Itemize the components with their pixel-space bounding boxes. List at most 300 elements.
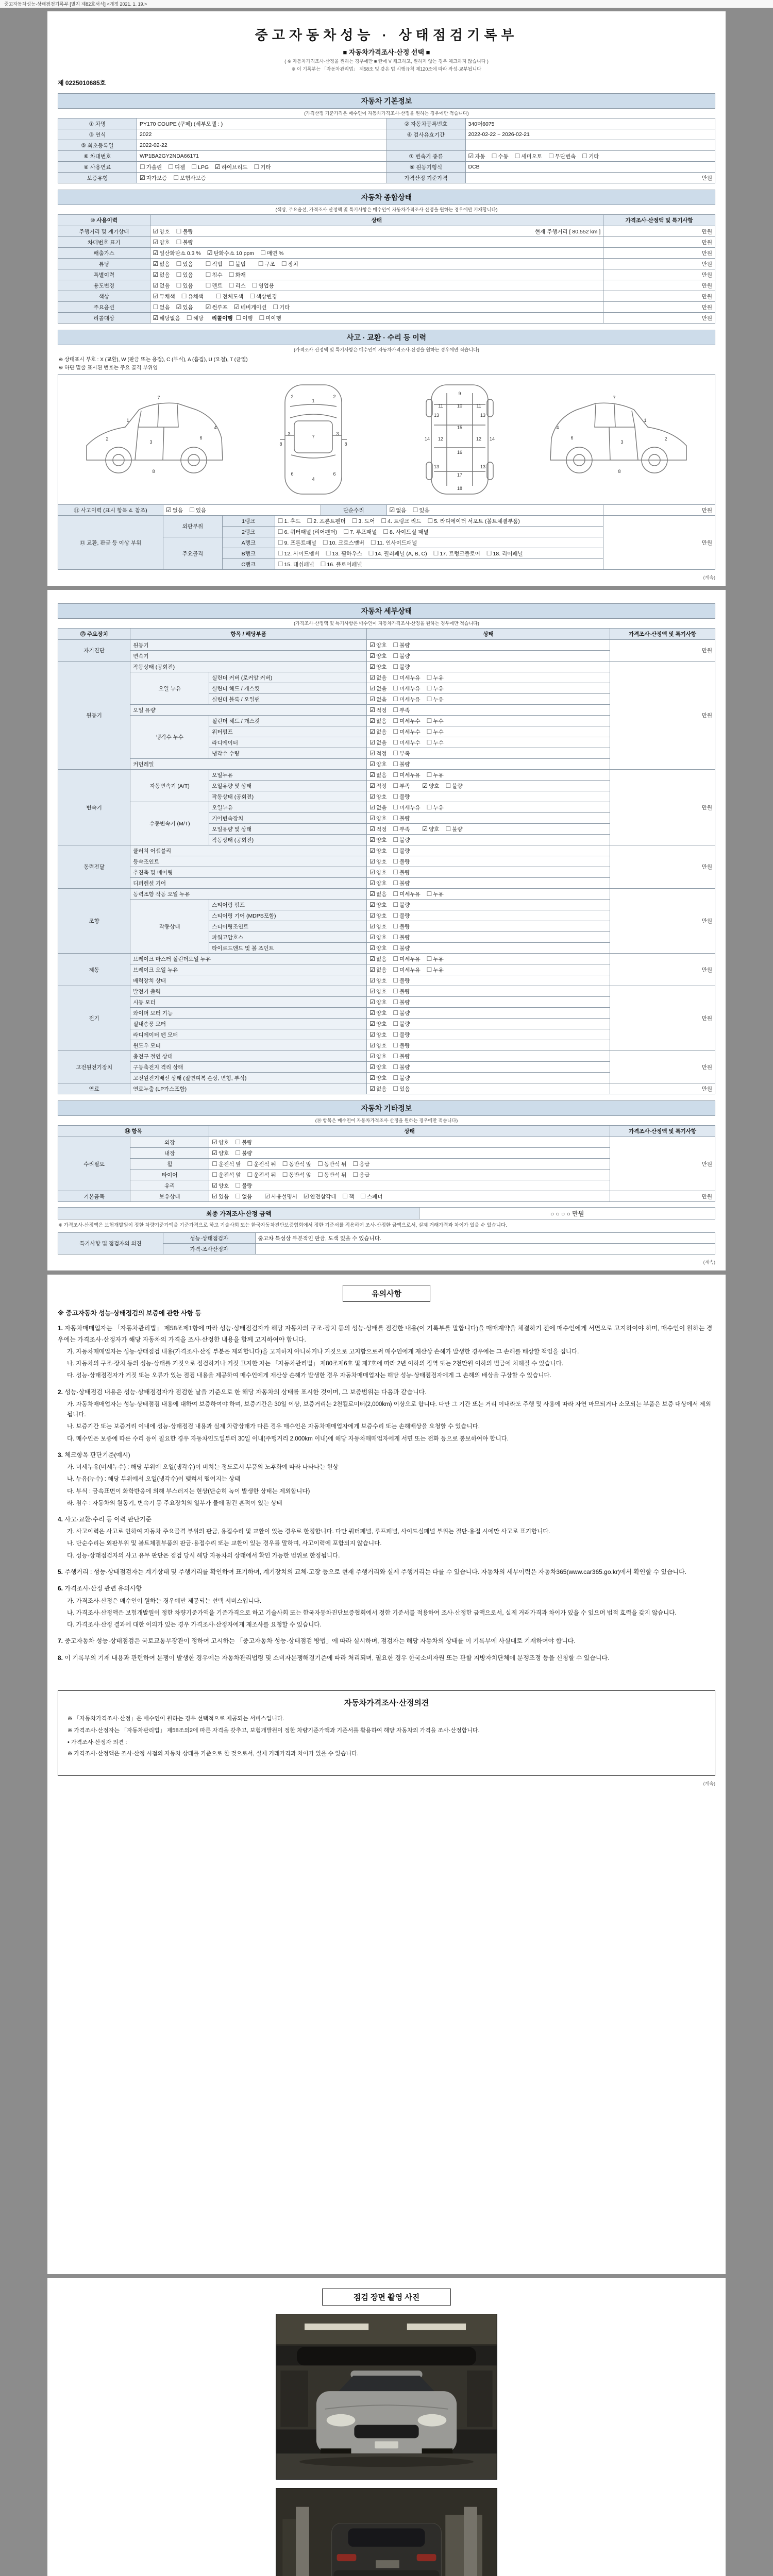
checked-box-icon: ☑ [369,998,376,1006]
empty-box-icon: ☐ [393,673,399,681]
table-row [58,770,715,781]
empty-box-icon: ☐ [168,163,174,171]
checkbox-label: 없음 [376,685,387,692]
checkbox-label: 불량 [399,1064,410,1071]
checkbox-label: 불량 [399,945,410,952]
price-opinion-title: 자동차가격조사·산정의견 [344,1699,429,1708]
notice-item: 8. 이 기록부의 기재 내용과 관련하여 분쟁이 발생한 경우에는 자동차관리법령 및 소비자분쟁해결기준에 따라 처리되며, 필요한 경우 한국소비자원 또는 관할 지방자치단체에 분쟁조정 등을 신청할 수 있습니다. [58,1654,610,1662]
empty-box-icon: ☐ [393,684,399,692]
car-side-right-diagram [542,378,697,501]
checkbox-label: 없음 [376,956,387,962]
notice-sub-item: 다. 매수인은 보증에 따른 수리 등이 필요한 경우 자동차인도일부터 30일 이내(주행거리 2,000km 이내)에 해당 자동차매매업자에게 서면 또는 전화 등으로 통보하여야 합니다. [67,1435,509,1442]
field-label: ⑥ 차대번호 [58,151,137,162]
checked-box-icon: ☑ [369,1084,376,1092]
checked-box-icon: ☑ [176,303,182,311]
empty-box-icon: ☐ [277,538,283,546]
checkbox-label: 불량 [399,642,410,649]
checked-box-icon: ☑ [153,314,159,321]
empty-box-icon: ☐ [277,528,283,535]
damage-code-legend [59,356,714,372]
checkbox-label: 누유 [433,685,444,692]
checkbox-label: 양호 [376,1075,387,1081]
checkbox-option [212,1139,229,1146]
item-label: 배출가스 [58,248,150,259]
checkbox-label: 없음 [376,718,387,724]
etc-info-table [58,1125,715,1202]
checkbox-label: 기타 [260,164,271,171]
checked-box-icon: ☑ [369,684,376,692]
checkbox-label: 양호 [376,837,387,843]
checkbox-option [369,998,386,1006]
empty-box-icon: ☐ [393,663,399,670]
checkbox-label: 스패너 [367,1193,383,1200]
special-notes-label: 특기사항 및 점검자의 의견 [58,1233,163,1255]
checkbox-label: 불량 [399,977,410,984]
checkbox-option [445,825,462,833]
final-price-table [58,1207,715,1219]
sub-group-label: 작동상태 [130,900,209,954]
empty-box-icon: ☐ [320,560,326,568]
checkbox-option [166,506,183,514]
part-label: 디퍼렌셜 기어 [130,878,367,889]
checkbox-label: 있음 [195,507,207,514]
empty-box-icon: ☐ [393,922,399,930]
checkbox-option [393,955,420,963]
checkbox-option [393,966,420,974]
table-row [58,118,715,129]
empty-box-icon: ☐ [342,1192,348,1200]
part-label: 연료누출 (LP가스포함) [130,1083,367,1094]
price-cell: 만원 [610,1051,715,1083]
checked-box-icon: ☑ [369,760,376,768]
checkbox-label: 12. 사이드멤버 [284,550,320,557]
empty-box-icon: ☐ [205,281,211,289]
state-cell [367,662,610,672]
empty-box-icon: ☐ [235,1192,241,1200]
checkbox-label: 누수 [433,728,444,735]
checkbox-option [254,163,271,171]
empty-box-icon: ☐ [582,152,588,160]
checkbox-option [235,1149,252,1157]
checkbox-option [393,923,410,930]
empty-box-icon: ☐ [393,846,399,854]
empty-box-icon: ☐ [393,717,399,724]
checkbox-label: 미세누유 [399,804,421,811]
inspection-photos [58,2314,715,2576]
part-label: 냉각수 수량 [209,748,367,759]
section-basic-title: 자동차 기본정보 [58,93,715,109]
part-label: 타이어 [130,1170,209,1180]
state-cell [275,516,603,527]
checkbox-option [369,652,386,660]
checkbox-option [229,271,246,279]
part-label: 배력장치 상태 [130,975,367,986]
empty-box-icon: ☐ [393,998,399,1006]
checkbox-label: 침수 [212,272,223,278]
checkbox-label: 없음 [396,507,407,514]
checkbox-option [235,1193,252,1200]
checkbox-option [369,641,386,649]
item-label: 차대번호 표기 [58,237,150,248]
part-label: 작동상태 (공회전) [130,662,367,672]
checkbox-option [427,685,444,692]
empty-box-icon: ☐ [176,238,182,246]
item-label: 리콜대상 [58,313,150,324]
panel-number: 6 [570,435,574,440]
checked-box-icon: ☑ [153,227,159,235]
panel-number: 15 [457,425,463,430]
checked-box-icon: ☑ [369,738,376,746]
checkbox-label: 동반석 뒤 [324,1161,347,1167]
part-label: 시동 모터 [130,997,367,1008]
checkbox-option [393,750,410,757]
checked-box-icon: ☑ [369,987,376,995]
final-price-label: 최종 가격조사·산정 금액 [58,1208,419,1219]
checkbox-option [427,955,444,963]
checkbox-label: 있음 [182,304,193,311]
panel-number: 11 [438,403,444,409]
state-cell [367,802,610,813]
checkbox-label: 불량 [399,999,410,1006]
simple-repair-label: 단순수리 [321,505,387,516]
special-notes-table [58,1232,715,1255]
checkbox-label: 없음 [242,1193,253,1200]
panel-category-label: 외판부위 [163,516,223,537]
checkbox-label: 있음 [399,1086,410,1092]
notice-item-number: 4. [58,1515,63,1523]
checkbox-option [369,1020,386,1028]
checkbox-label: 동반석 뒤 [324,1172,347,1178]
part-label: 원동기 [130,640,367,651]
checkbox-label: 불량 [399,793,410,800]
checkbox-label: 양호 [219,1150,229,1157]
rank-label: A랭크 [222,537,275,548]
notice-sub-item: 다. 성능·상태점검자가 거짓 또는 오류가 있는 점검 내용을 제공하여 매수인에게 재산상 손해가 발생한 경우 자동차매매업자는 해당 성능·상태점검자에게 그 손해의 배상을 구상할 수 있습니다. [67,1372,551,1379]
part-label: 발전기 출력 [130,986,367,997]
car-top-diagram [249,378,378,501]
checkbox-label: 불량 [399,880,410,887]
checkbox-label: 누유 [433,967,444,973]
empty-box-icon: ☐ [173,174,179,181]
checkbox-option [153,260,170,268]
table-row [58,1191,715,1202]
checkbox-option [369,771,386,779]
checkbox-option [369,1063,386,1071]
checkbox-label: 동반석 앞 [289,1172,312,1178]
checkbox-option [369,934,386,941]
price-cell: 만원 [603,291,715,302]
section-detail-note: (가격조사·산정액 및 특기사항은 매수인이 자동차가격조사·산정을 원하는 경우에만 적습니다) [294,621,479,626]
exchange-repair-table [58,515,715,570]
part-label: 클러치 어셈블리 [130,845,367,856]
empty-box-icon: ☐ [426,965,432,973]
checked-box-icon: ☑ [264,1192,271,1200]
state-cell [367,986,610,997]
checkbox-label: 무단변속 [554,153,576,160]
panel-number: 12 [476,436,482,442]
checkbox-option [393,912,410,920]
part-label: 파워고압호스 [209,932,367,943]
checkbox-option [352,1171,369,1179]
checkbox-option [368,550,427,557]
checked-box-icon: ☑ [389,506,395,514]
checkbox-option [247,1171,276,1179]
checkbox-label: 없음 [376,728,387,735]
checkbox-label: 없음 [159,261,170,267]
checkbox-option [173,174,206,182]
checkbox-option [326,550,362,557]
panel-number: 4 [556,425,559,430]
rank-label: 1랭크 [222,516,275,527]
checkbox-label: 누유 [433,804,444,811]
notice-item: 2. 성능·상태점검 내용은 성능·상태점검자가 점검한 날을 기준으로 한 해당 자동차의 상태를 표시한 것이며, 그 보증범위는 다음과 같습니다. [58,1388,427,1396]
part-label: 작동상태 (공회전) [209,835,367,845]
checkbox-option [492,152,509,160]
state-cell [367,705,610,716]
empty-box-icon: ☐ [433,549,439,557]
state-cell [367,716,610,726]
panel-number: 12 [438,436,444,442]
part-label: 고전원전기배선 상태 (절연피복 손상, 변형, 부식) [130,1073,367,1083]
column-header: 항목 / 해당부품 [130,629,367,640]
empty-box-icon: ☐ [383,528,389,535]
continue-marker: (계속) [703,575,715,580]
empty-box-icon: ☐ [514,152,520,160]
checkbox-option [433,550,480,557]
section-basic-note: (가격산정 기준가격은 매수인이 자동차가격조사·산정을 원하는 경우에만 적습니다) [304,111,469,116]
checked-box-icon: ☑ [369,673,376,681]
checkbox-label: 미세누유 [399,772,421,778]
state-cell [367,900,610,910]
checkbox-option [468,152,485,160]
part-label: 라디에이터 팬 모터 [130,1029,367,1040]
section-accident-note: (가격조사·산정액 및 특기사항은 매수인이 자동차가격조사·산정을 원하는 경우에만 적습니다) [294,347,479,352]
checkbox-label: 누수 [433,718,444,724]
checkbox-option [393,934,410,941]
checkbox-option [393,998,410,1006]
checkbox-label: 양호 [376,988,387,995]
checkbox-label: 장치 [288,261,298,267]
checkbox-label: 미세누유 [399,696,421,703]
checked-box-icon: ☑ [233,303,240,311]
checkbox-label: 불량 [399,1031,410,1038]
part-label: 작동상태 (공회전) [209,791,367,802]
state-cell [367,867,610,878]
table-row [58,640,715,651]
part-label: 기어변속장치 [209,813,367,824]
checkbox-label: 양호 [376,999,387,1006]
checkbox-label: 양호 [159,239,170,246]
part-label: 스티어링 펌프 [209,900,367,910]
car-underbody-diagram [395,378,524,501]
empty-box-icon: ☐ [393,792,399,800]
part-label: 추진축 및 베어링 [130,867,367,878]
car-side-left-diagram [76,378,231,501]
checked-box-icon: ☑ [153,260,159,267]
checkbox-label: 무채색 [159,293,175,300]
checkbox-label: 불량 [452,826,463,833]
empty-box-icon: ☐ [426,695,432,703]
sub-group-label: 오일 누유 [130,672,209,705]
checkbox-option [393,1031,410,1039]
checked-box-icon: ☑ [212,1149,218,1157]
empty-box-icon: ☐ [212,1160,218,1167]
checkbox-option [369,815,386,822]
checkbox-option [413,506,430,514]
checkbox-label: 부족 [399,783,410,789]
checked-box-icon: ☑ [369,749,376,757]
checkbox-label: 매연 % [266,250,284,257]
item-label: 주요옵션 [58,302,150,313]
empty-box-icon: ☐ [412,506,418,514]
price-cell: 만원 [603,269,715,280]
empty-box-icon: ☐ [282,1160,288,1167]
checkbox-option [427,717,444,725]
checkbox-label: 누유 [433,696,444,703]
notice-item: 1. 자동차매매업자는 「자동차관리법」 제58조제1항에 따라 성능·상태점검자가 해당 자동차의 구조·장치 등의 성능·상태를 점검한 내용(이 기록부를 말합니다)을 매매계약을 체결하기 전에 매수인에게 서면으로 고지하여야 하며, 매수인이 원하는 경우에는 가격조사·산정자가 해당 자동차의 가격을 조사·산정한 내용을 함께 고지하여야 합니다. [58,1325,713,1343]
checkbox-label: 없음 [159,272,170,278]
checkbox-option [176,260,193,268]
checkbox-option [383,528,428,536]
checkbox-option [212,1182,229,1190]
checkbox-option [393,793,410,801]
checkbox-label: 불량 [399,912,410,919]
part-label: 브레이크 마스터 실린더오일 누유 [130,954,367,964]
checkbox-label: 미세누수 [399,739,421,746]
checked-box-icon: ☑ [369,1041,376,1049]
part-label: 커먼레일 [130,759,367,770]
panel-number: 13 [434,464,440,469]
notice-sub-item: 나. 가격조사·산정액은 보험개발원이 정한 차량기준가액을 기준가격으로 하고 기술사회 또는 한국자동차진단보증협회에서 정한 기준서를 적용하여 조사·산정한 금액으로서, 실제 거래가격과 차이가 있을 수 있으며 법적 효력을 갖지 않습니다. [67,1610,677,1617]
panel-number: 16 [457,450,463,455]
etc-group-label: 수리필요 [58,1137,130,1191]
table-row [58,516,715,527]
empty-box-icon: ☐ [393,1063,399,1071]
checkbox-option [236,314,253,322]
checkbox-option [273,303,290,311]
checked-box-icon: ☑ [369,857,376,865]
state-cell [150,248,603,259]
checkbox-label: 적정 [376,707,387,714]
checkbox-option [427,517,519,525]
empty-box-icon: ☐ [317,1171,323,1178]
print-header [0,0,773,8]
checkbox-label: 없음 [376,772,387,778]
state-cell [367,672,610,683]
empty-box-icon: ☐ [426,803,432,811]
checked-box-icon: ☑ [369,803,376,811]
panel-number: 11 [476,403,482,409]
part-label: 실린더 헤드 / 개스킷 [209,683,367,694]
checkbox-label: 없음 [159,304,170,311]
state-cell [150,269,603,280]
checkbox-label: 있음 [419,507,430,514]
checkbox-label: 적정 [376,826,387,833]
checkbox-option [393,663,410,671]
table-row [58,1083,715,1094]
state-cell [163,505,321,516]
checkbox-label: 양호 [376,1021,387,1027]
checkbox-label: 미세누유 [399,685,421,692]
checkbox-option [342,1193,354,1200]
item-label: 주행거리 및 계기상태 [58,226,150,237]
checkbox-option [206,271,223,279]
checkbox-option [393,847,410,855]
checkbox-option [176,228,193,235]
checkbox-option [234,303,266,311]
state-cell [367,964,610,975]
checkbox-label: LPG [198,164,209,171]
item-label: 특별이력 [58,269,150,280]
checkbox-option [393,977,410,985]
checkbox-label: 화재 [235,272,246,278]
part-label: 실린더 블록 / 오일팬 [209,694,367,705]
state-cell [367,943,610,954]
checkbox-option [252,282,274,290]
item-label: 튜닝 [58,259,150,269]
checkbox-option [369,717,386,725]
document-number: 제 0225010685호 [58,79,106,87]
checkbox-option [369,988,386,995]
notice-sub-item: 가. 미세누유(미세누수) : 해당 부위에 오일(냉각수)이 비치는 정도로서 부품의 노후화에 따라 나타나는 현상 [67,1464,339,1471]
checkbox-option [153,293,175,300]
empty-box-icon: ☐ [205,270,211,278]
checkbox-label: 불량 [452,783,463,789]
part-label: 오일 유량 [130,705,367,716]
checkbox-label: 자가보증 [146,175,167,181]
empty-box-icon: ☐ [140,163,145,171]
field-value: 2022-02-22 [137,140,387,151]
checkbox-label: 미세누유 [399,891,421,897]
price-cell: 만원 [610,640,715,662]
checkbox-option [393,652,410,660]
part-label: 충전구 절연 상태 [130,1051,367,1062]
checkbox-label: 없음 [376,804,387,811]
checked-box-icon: ☑ [369,944,376,952]
state-cell [367,954,610,964]
checkbox-option [369,869,386,876]
document [47,8,726,2576]
checkbox-label: 양호 [376,653,387,659]
checkbox-option [393,1042,410,1049]
checked-box-icon: ☑ [369,695,376,703]
checkbox-option [369,760,386,768]
opinion-line: ※ 가격조사·산정자는 「자동차관리법」 제58조의2에 따른 자격을 갖추고, 보험개발원이 정한 차량기준가액과 기준서를 활용하여 해당 자동차의 가격을 조사·산정합니다. [68,1727,480,1734]
panel-number: 8 [152,469,155,474]
empty-box-icon: ☐ [393,955,399,962]
panel-number: 10 [457,403,463,409]
notice-item-number: 8. [58,1654,63,1662]
price-cell: 만원 [603,505,715,516]
checkbox-label: 없음 [376,739,387,746]
checkbox-option [153,249,201,257]
checkbox-option [229,282,246,290]
field-value [137,162,387,173]
empty-box-icon: ☐ [393,771,399,778]
checkbox-label: 렌트 [212,282,223,289]
field-value [465,140,715,151]
empty-box-icon: ☐ [235,1138,241,1146]
empty-box-icon: ☐ [307,517,313,524]
state-cell [367,1040,610,1051]
empty-box-icon: ☐ [393,782,399,789]
state-cell [367,726,610,737]
empty-box-icon: ☐ [491,152,497,160]
empty-box-icon: ☐ [393,803,399,811]
state-cell [367,856,610,867]
sub-group-label: 자동변속기 (A/T) [130,770,209,802]
checkbox-label: 없음 [376,1086,387,1092]
